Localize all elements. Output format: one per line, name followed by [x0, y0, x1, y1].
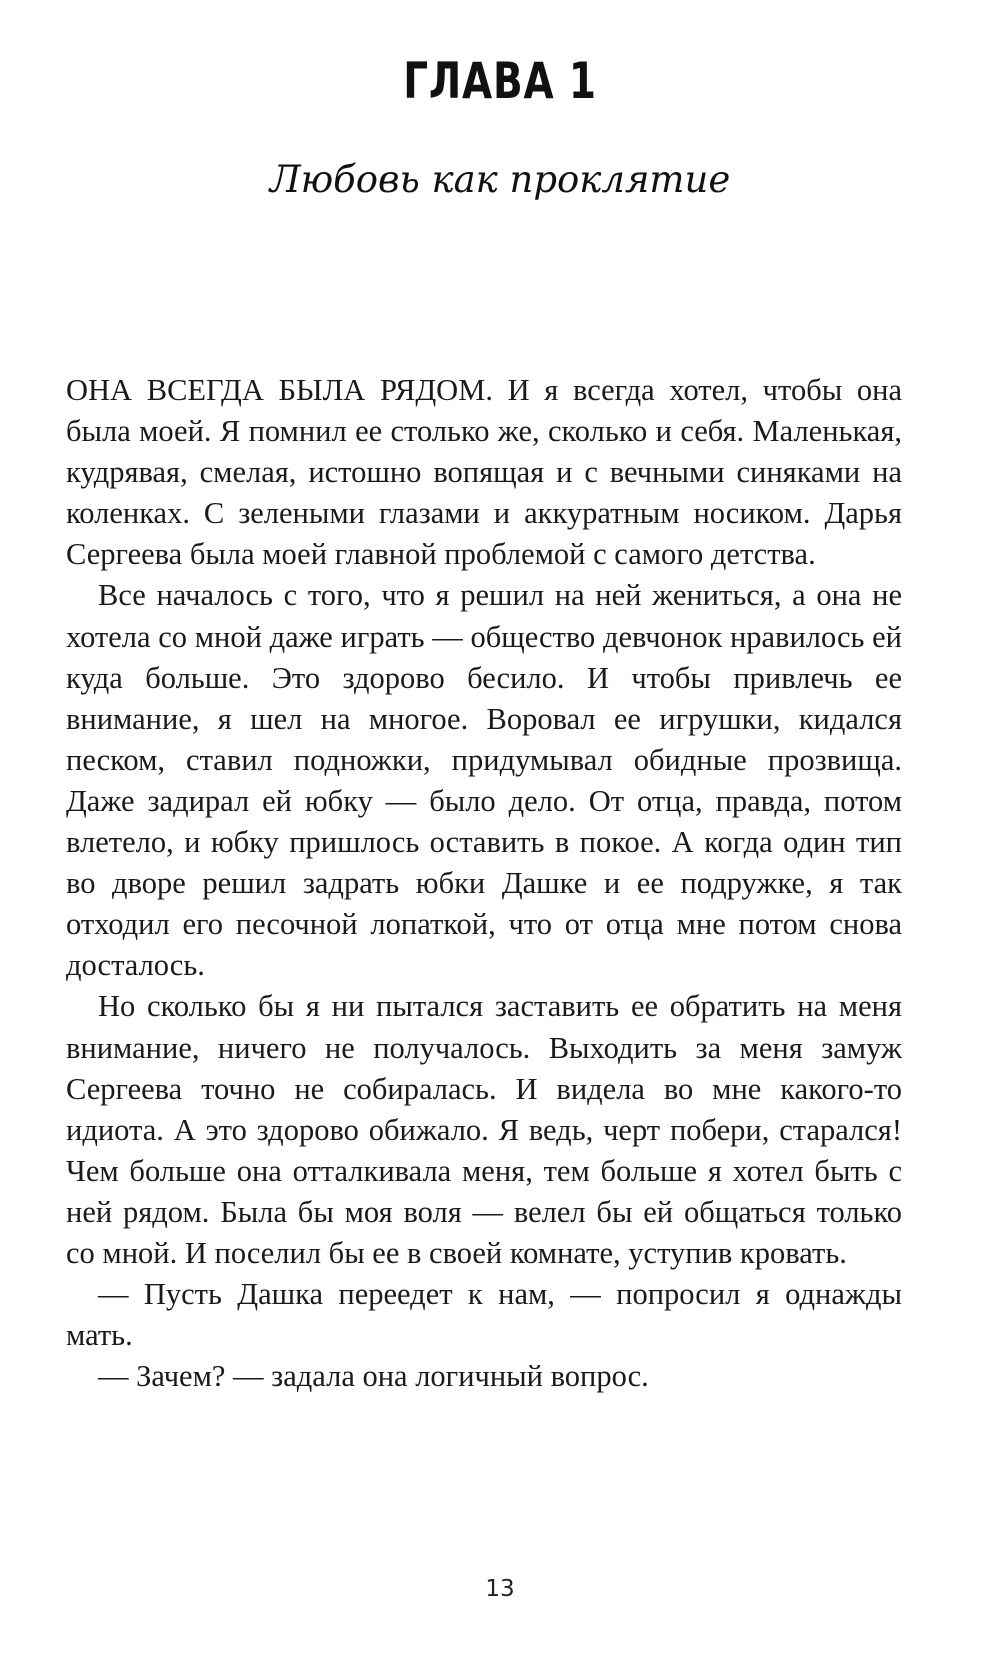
paragraph: Все началось с того, что я решил на ней жениться, а она не хотела со мной даже играть — общество девчонок нравилось ей куда больше. Это здорово бесило. И чтобы привлечь ее внимание, я шел на многое. Воровал ее игрушки, кидался песком, ставил подножки, придумывал обидные прозвища. Даже задирал ей юбку — было дело. От отца, правда, потом влетело, и юбку пришлось оставить в покое. А когда один тип во дворе решил задрать юбки Дашке и ее подружке, я так отходил его песочной лопаткой, что от отца мне потом снова досталось. — [66, 578, 902, 983]
chapter-text — [66, 370, 902, 1397]
dialogue-line: — Пусть Дашка переедет к нам, — попросил я однажды мать. — [66, 1277, 902, 1353]
paragraph: ОНА ВСЕГДА БЫЛА РЯДОМ. И я всегда хотел, чтобы она была моей. Я помнил ее столько же, сколько и себя. Маленькая, кудрявая, смелая, истошно вопящая и с вечными синяками на коленках. С зелеными глазами и аккуратным носиком. Дарья Сергеева была моей главной проблемой с самого детства. — [66, 373, 902, 572]
paragraph: Но сколько бы я ни пытался заставить ее обратить на меня внимание, ничего не получалось. Выходить за меня замуж Сергеева точно не собиралась. И видела во мне какого-то идиота. А это здорово обижало. Я ведь, черт побери, старался! Чем больше она отталкивала меня, тем больше я хотел быть с ней рядом. Была бы моя воля — велел бы ей общаться только со мной. И поселил бы ее в своей комнате, уступив кровать. — [66, 989, 902, 1270]
page-number: 13 — [485, 1576, 515, 1602]
dialogue-line: — Зачем? — задала она логичный вопрос. — [98, 1359, 649, 1394]
chapter-subtitle: Любовь как проклятие — [269, 158, 731, 201]
chapter-title: ГЛАВА 1 — [403, 52, 597, 110]
